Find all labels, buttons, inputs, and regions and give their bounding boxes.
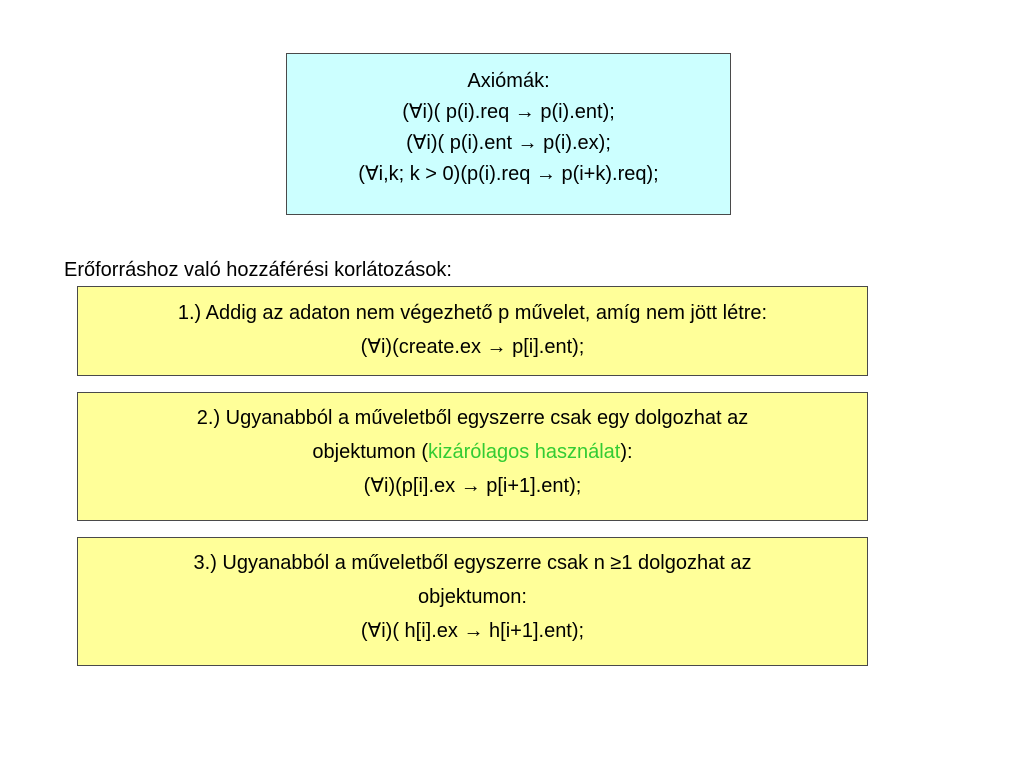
rule-box-1 xyxy=(77,286,868,376)
axiom-line: (∀i)( p(i).req → p(i).ent); xyxy=(402,101,615,123)
axioms-box xyxy=(286,53,731,215)
rule-text: 3.) Ugyanabból a műveletből egyszerre csak n ≥1 dolgozhat az xyxy=(193,552,752,574)
rule-text: 2.) Ugyanabból a műveletből egyszerre csak egy dolgozhat az xyxy=(196,407,749,429)
exclusive-use-highlight: kizárólagos használat xyxy=(428,441,621,463)
rule-text-prefix: objektumon ( xyxy=(312,441,429,463)
rule-formula: (∀i)(create.ex → p[i].ent); xyxy=(360,336,585,358)
rule-text-line2: objektumon: xyxy=(418,586,527,608)
rule-formula: (∀i)(p[i].ex → p[i+1].ent); xyxy=(363,475,582,497)
axiom-line: (∀i,k; k > 0)(p(i).req → p(i+k).req); xyxy=(358,163,659,185)
constraints-heading: Erőforráshoz való hozzáférési korlátozások: xyxy=(64,259,452,281)
rule-text-suffix: ): xyxy=(620,441,633,463)
axiom-line: (∀i)( p(i).ent → p(i).ex); xyxy=(406,132,611,154)
rule-box-3 xyxy=(77,537,868,666)
rule-text-line2 xyxy=(78,435,867,469)
rule-formula: (∀i)( h[i].ex → h[i+1].ent); xyxy=(360,620,585,642)
axioms-title: Axiómák: xyxy=(467,70,550,92)
rule-box-2 xyxy=(77,392,868,521)
rule-text: 1.) Addig az adaton nem végezhető p művelet, amíg nem jött létre: xyxy=(177,302,768,324)
